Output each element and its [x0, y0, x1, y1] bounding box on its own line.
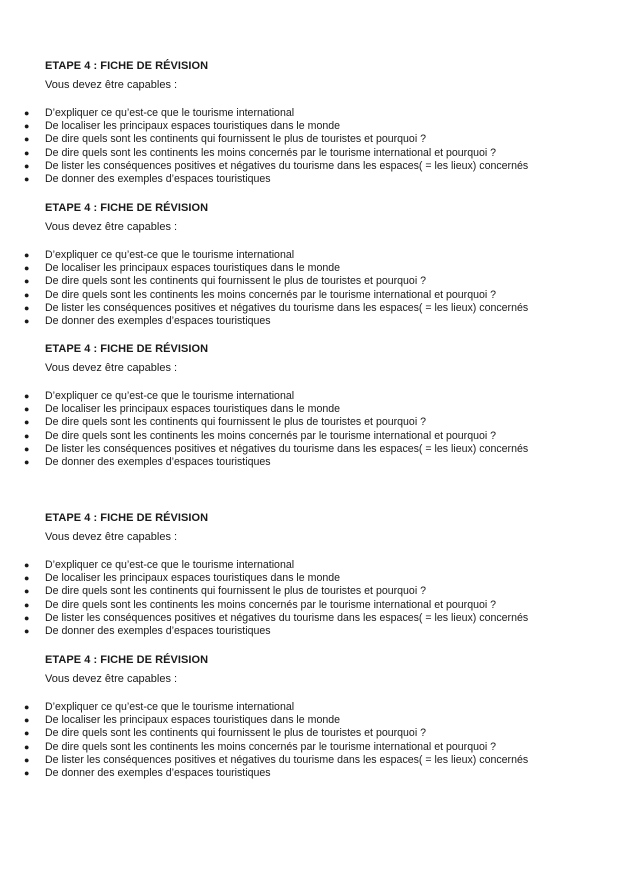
section-title: ETAPE 4 : FICHE DE RÉVISION [45, 202, 209, 214]
section-intro: Vous devez être capables : [45, 221, 178, 233]
bullet-icon: ● [24, 315, 30, 326]
bullet-icon: ● [24, 625, 30, 636]
section-intro: Vous devez être capables : [45, 673, 178, 685]
bullet-icon: ● [24, 715, 30, 726]
bullet-icon: ● [24, 134, 30, 145]
bullet-icon: ● [24, 443, 30, 454]
list-item-text: De dire quels sont les continents les moins concernés par le tourisme international et pourquoi ? [45, 146, 497, 159]
bullet-icon: ● [24, 767, 30, 778]
bullet-icon: ● [24, 417, 30, 428]
bullet-icon: ● [24, 456, 30, 467]
list-item-text: De dire quels sont les continents les moins concernés par le tourisme international et pourquoi ? [45, 598, 497, 611]
list-item-text: D’expliquer ce qu’est-ce que le tourisme international [45, 559, 295, 571]
bullet-icon: ● [24, 121, 30, 132]
section-intro: Vous devez être capables : [45, 362, 178, 374]
bullet-icon: ● [24, 728, 30, 739]
list-item-text: De dire quels sont les continents qui fournissent le plus de touristes et pourquoi ? [45, 275, 427, 288]
list-item-text: D’expliquer ce qu’est-ce que le tourisme international [45, 390, 295, 402]
section-title: ETAPE 4 : FICHE DE RÉVISION [45, 60, 209, 72]
list-item-text: De dire quels sont les continents les moins concernés par le tourisme international et pourquoi ? [45, 288, 497, 301]
list-item-text: De localiser les principaux espaces touristiques dans le monde [45, 403, 341, 416]
bullet-icon: ● [24, 173, 30, 184]
list-item-text: De dire quels sont les continents les moins concernés par le tourisme international et pourquoi ? [45, 740, 497, 753]
bullet-icon: ● [24, 276, 30, 287]
section-title: ETAPE 4 : FICHE DE RÉVISION [45, 654, 209, 666]
list-item-text: De lister les conséquences positives et négatives du tourisme dans les espaces( = les lieux) concernés [45, 753, 529, 766]
list-item-text: De dire quels sont les continents les moins concernés par le tourisme international et pourquoi ? [45, 429, 497, 442]
bullet-icon: ● [24, 599, 30, 610]
list-item-text: De localiser les principaux espaces touristiques dans le monde [45, 572, 341, 585]
bullet-icon: ● [24, 560, 30, 570]
bullet-icon: ● [24, 612, 30, 623]
bullet-icon: ● [24, 263, 30, 274]
bullet-icon: ● [24, 391, 30, 401]
list-item-text: De lister les conséquences positives et négatives du tourisme dans les espaces( = les lieux) concernés [45, 611, 529, 624]
list-item-text: De donner des exemples d’espaces touristiques [45, 766, 271, 779]
list-item-text: De dire quels sont les continents qui fournissent le plus de touristes et pourquoi ? [45, 727, 427, 740]
bullet-icon: ● [24, 160, 30, 171]
list-item-text: De lister les conséquences positives et négatives du tourisme dans les espaces( = les lieux) concernés [45, 159, 529, 172]
list-item-text: De dire quels sont les continents qui fournissent le plus de touristes et pourquoi ? [45, 585, 427, 598]
list-item-text: De donner des exemples d’espaces touristiques [45, 624, 271, 637]
list-item-text: De donner des exemples d’espaces touristiques [45, 314, 271, 327]
bullet-icon: ● [24, 147, 30, 158]
list-item-text: De lister les conséquences positives et négatives du tourisme dans les espaces( = les lieux) concernés [45, 442, 529, 455]
list-item-text: D’expliquer ce qu’est-ce que le tourisme international [45, 107, 295, 119]
bullet-icon: ● [24, 430, 30, 441]
bullet-icon: ● [24, 754, 30, 765]
list-item-text: De donner des exemples d’espaces touristiques [45, 455, 271, 468]
bullet-icon: ● [24, 250, 30, 260]
bullet-icon: ● [24, 108, 30, 118]
bullet-icon: ● [24, 741, 30, 752]
section-intro: Vous devez être capables : [45, 531, 178, 543]
bullet-icon: ● [24, 289, 30, 300]
section-title: ETAPE 4 : FICHE DE RÉVISION [45, 512, 209, 524]
list-item-text: De lister les conséquences positives et négatives du tourisme dans les espaces( = les lieux) concernés [45, 301, 529, 314]
bullet-icon: ● [24, 302, 30, 313]
list-item-text: De donner des exemples d’espaces touristiques [45, 172, 271, 185]
list-item-text: De localiser les principaux espaces touristiques dans le monde [45, 262, 341, 275]
section-intro: Vous devez être capables : [45, 79, 178, 91]
list-item-text: D’expliquer ce qu’est-ce que le tourisme international [45, 249, 295, 261]
bullet-icon: ● [24, 586, 30, 597]
bullet-icon: ● [24, 404, 30, 415]
list-item-text: De localiser les principaux espaces touristiques dans le monde [45, 714, 341, 727]
list-item-text: D’expliquer ce qu’est-ce que le tourisme international [45, 701, 295, 713]
list-item-text: De dire quels sont les continents qui fournissent le plus de touristes et pourquoi ? [45, 416, 427, 429]
list-item-text: De localiser les principaux espaces touristiques dans le monde [45, 120, 341, 133]
bullet-icon: ● [24, 702, 30, 712]
bullet-icon: ● [24, 573, 30, 584]
section-title: ETAPE 4 : FICHE DE RÉVISION [45, 343, 209, 355]
list-item-text: De dire quels sont les continents qui fournissent le plus de touristes et pourquoi ? [45, 133, 427, 146]
